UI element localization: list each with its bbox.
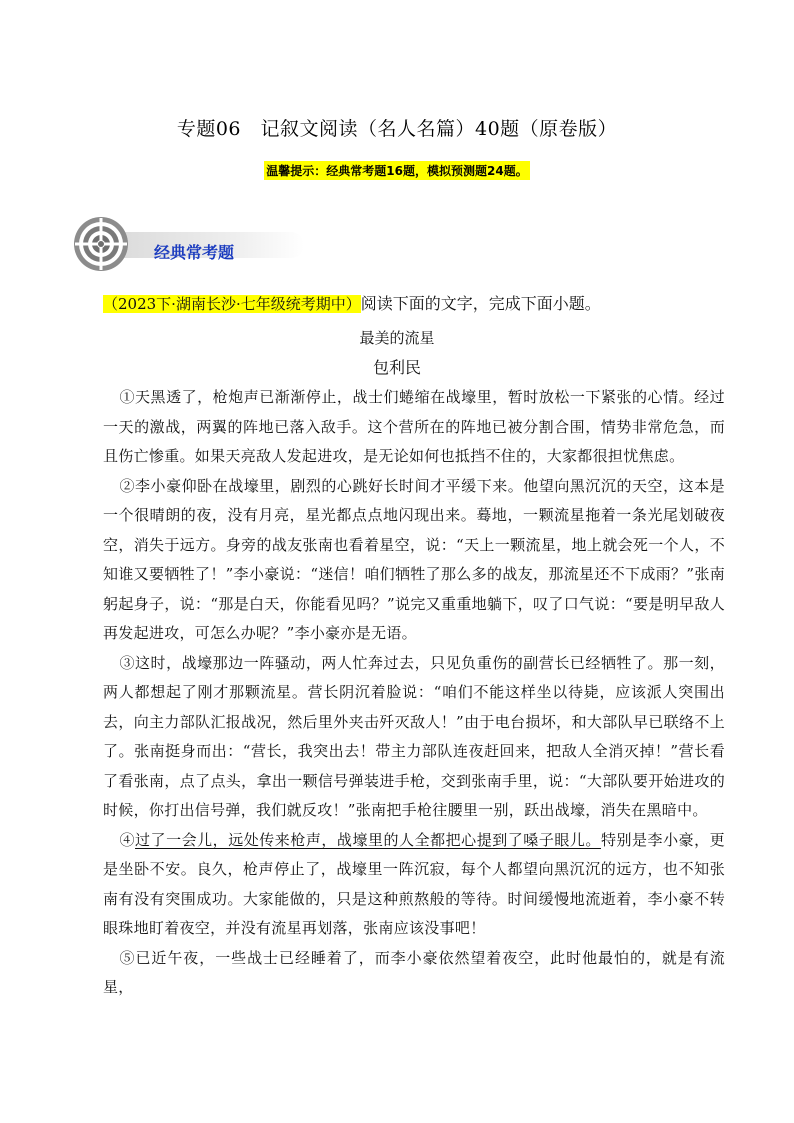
paragraph-5: ⑤已近午夜，一些战士已经睡着了，而李小豪依然望着夜空，此时他最怕的，就是有流星， <box>103 948 725 996</box>
article-title: 最美的流星 <box>359 329 435 347</box>
target-icon <box>72 215 130 273</box>
paragraph-1: ①天黑透了，枪炮声已渐渐停止，战士们蜷缩在战壕里，暂时放松一下紧张的心情。经过一天的激战，两翼的阵地已落入敌手。这个营所在的阵地已被分割合围，情势非常危急，而且伤亡惨重。如果天亮敌人发起进攻，是无论如何也抵挡不住的，大家都很担忧焦虑。 <box>103 388 725 465</box>
document-title: 专题06 记叙文阅读（名人名篇）40题（原卷版） <box>176 118 618 140</box>
question-source-line <box>103 291 601 314</box>
paragraph-3: ③这时，战壕那边一阵骚动，两人忙奔过去，只见负重伤的副营长已经牺牲了。那一刻，两人都想起了刚才那颗流星。营长阴沉着脸说：“咱们不能这样坐以待毙，应该派人突围出去，向主力部队汇报战况，然后里外夹击歼灭敌人！”由于电台损坏，和大部队早已联络不上了。张南挺身而出：“营长，我突出去！带主力部队连夜赶回来，把敌人全消灭掉！”营长看了看张南，点了点头，拿出一颗信号弹装进手枪，交到张南手里，说：“大部队要开始进攻的时候，你打出信号弹，我们就反攻！”张南把手枪往腰里一别，跃出战壕，消失在黑暗中。 <box>103 653 725 819</box>
tip-banner: 温馨提示：经典常考题16题，模拟预测题24题。 <box>264 161 529 180</box>
source-tag: （2023下·湖南长沙·七年级统考期中） <box>103 295 361 313</box>
paragraph-2: ②李小豪仰卧在战壕里，剧烈的心跳好长时间才平缓下来。他望向黑沉沉的天空，这本是一个很晴朗的夜，没有月亮，星光都点点地闪现出来。蓦地，一颗流星拖着一条光尾划破夜空，消失于远方。身旁的战友张南也看着星空，说：“天上一颗流星，地上就会死一个人，不知谁又要牺牲了！”李小豪说：“迷信！咱们牺牲了那么多的战友，那流星还不下成雨？”张南躬起身子，说：“那是白天，你能看见吗？”说完又重重地躺下，叹了口气说：“要是明早敌人再发起进攻，可怎么办呢？”李小豪亦是无语。 <box>103 476 725 642</box>
paragraph-4-rest: 特别是李小豪，更是坐卧不安。良久，枪声停止了，战壕里一阵沉寂，每个人都望向黑沉沉的远方，也不知张南有没有突围成功。大家能做的，只是这种煎熬般的等待。时间缓慢地流逝着，李小豪不转眼珠地盯着夜空，并没有流星再划落，张南应该没事吧！ <box>103 830 725 937</box>
section-label: 经典常考题 <box>154 243 235 262</box>
paragraph-4-number: ④ <box>119 830 136 849</box>
article-body <box>103 383 725 1003</box>
article-author: 包利民 <box>372 358 421 377</box>
question-instruction: 阅读下面的文字，完成下面小题。 <box>360 294 601 313</box>
tip-container <box>0 160 794 180</box>
underlined-sentence: 过了一会儿，远处传来枪声，战壕里的人全都把心提到了嗓子眼儿。 <box>135 830 601 849</box>
section-header <box>72 215 312 273</box>
paragraph-4 <box>103 826 725 944</box>
